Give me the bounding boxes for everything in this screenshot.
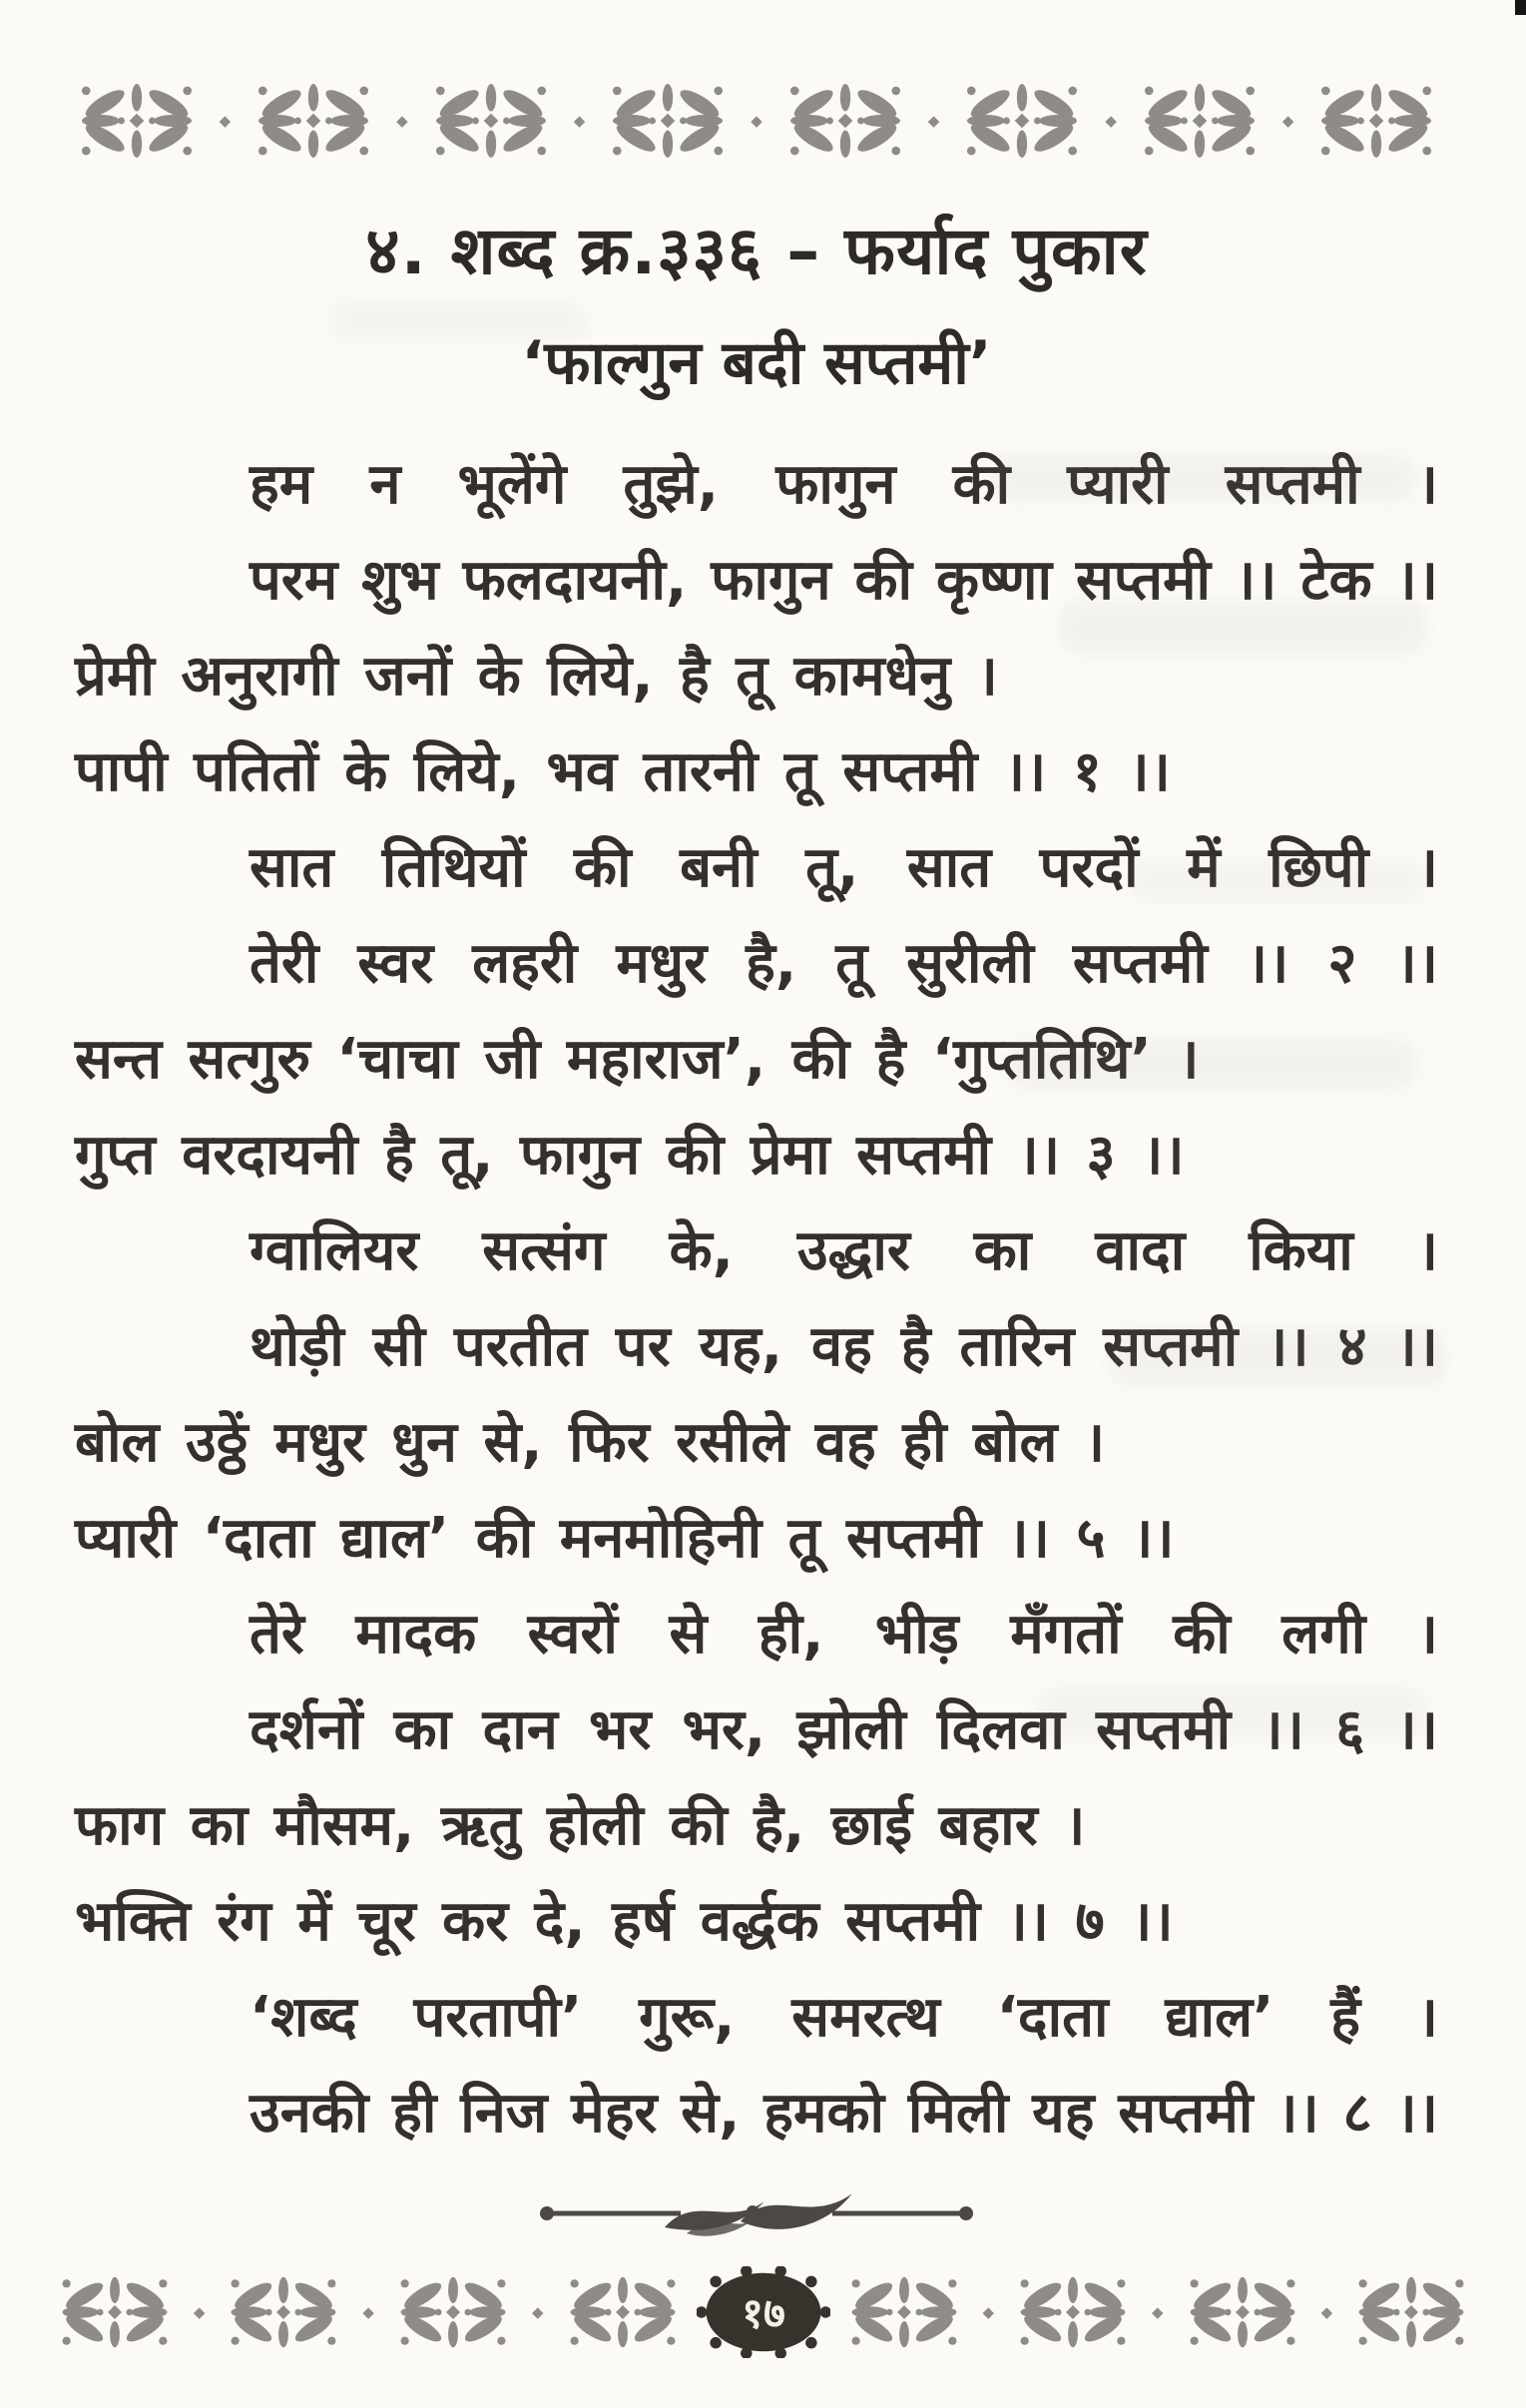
- page-subtitle: ‘फाल्गुन बदी सप्तमी’: [521, 328, 992, 398]
- verse-line: गुप्त वरदायनी है तू, फागुन की प्रेमा सप्तमी ।। ३ ।।: [75, 1123, 1185, 1188]
- flourish-divider-icon: [75, 2173, 1438, 2243]
- floral-ornament-icon: [1173, 2271, 1312, 2353]
- verse-line: थोड़ी सी परतीत पर यह, वह है तारिन सप्तमी ।। ४ ।।: [250, 1314, 1438, 1379]
- verse-line: प्रेमी अनुरागी जनों के लिये, है तू कामधेनु ।: [75, 644, 998, 709]
- diamond-separator-icon: ◆: [573, 111, 586, 130]
- diamond-separator-icon: ◆: [982, 2302, 995, 2321]
- floral-ornament-icon: [214, 2271, 353, 2353]
- floral-ornament-icon: [1302, 78, 1450, 164]
- verse-line: फाग का मौसम, ऋतु होली की है, छाई बहार ।: [75, 1793, 1086, 1858]
- verse-line: बोल उठ्ठें मधुर धुन से, फिर रसीले वह ही बोल ।: [75, 1410, 1106, 1475]
- diamond-separator-icon: ◆: [1281, 111, 1294, 130]
- verse-line: तेरे मादक स्वरों से ही, भीड़ मँगतों की लगी ।: [250, 1602, 1438, 1667]
- floral-ornament-icon: [771, 78, 919, 164]
- verse-block: [75, 437, 1438, 2162]
- diamond-separator-icon: ◆: [396, 111, 408, 130]
- diamond-separator-icon: ◆: [531, 2302, 544, 2321]
- floral-ornament-icon: [948, 78, 1096, 164]
- page-number-badge: [697, 2266, 830, 2358]
- floral-ornament-icon: [553, 2271, 693, 2353]
- page-title: ४. शब्द क्र.३३६ – फर्याद पुकार: [365, 213, 1148, 289]
- floral-ornament-icon: [834, 2271, 974, 2353]
- floral-ornament-icon: [1003, 2271, 1143, 2353]
- floral-ornament-icon: [45, 2271, 185, 2353]
- verse-line: दर्शनों का दान भर भर, झोली दिलवा सप्तमी ।। ६ ।।: [250, 1697, 1438, 1762]
- verse-line: ‘शब्द परतापी’ गुरू, समरत्थ ‘दाता द्याल’ हैं ।: [250, 1985, 1438, 2050]
- bottom-ornament-border: [0, 2266, 1526, 2358]
- diamond-separator-icon: ◆: [751, 111, 763, 130]
- floral-ornament-icon: [1126, 78, 1273, 164]
- verse-line: हम न भूलेंगे तुझे, फागुन की प्यारी सप्तमी ।: [250, 452, 1438, 517]
- diamond-separator-icon: ◆: [1320, 2302, 1333, 2321]
- diamond-separator-icon: ◆: [193, 2302, 206, 2321]
- verse-line: पापी पतितों के लिये, भव तारनी तू सप्तमी ।। १ ।।: [75, 739, 1171, 804]
- floral-ornament-icon: [417, 78, 565, 164]
- verse-line: सन्त सत्गुरु ‘चाचा जी महाराज’, की है ‘गुप्ततिथि’ ।: [75, 1027, 1200, 1092]
- diamond-separator-icon: ◆: [1152, 2302, 1164, 2321]
- diamond-separator-icon: ◆: [362, 2302, 374, 2321]
- verse-line: ग्वालियर सत्संग के, उद्धार का वादा किया ।: [250, 1218, 1438, 1283]
- page-number: १७: [741, 2288, 785, 2338]
- diamond-separator-icon: ◆: [219, 111, 232, 130]
- verse-line: उनकी ही निज मेहर से, हमको मिली यह सप्तमी ।। ८ ।।: [250, 2081, 1438, 2146]
- verse-line: सात तिथियों की बनी तू, सात परदों में छिपी ।: [250, 835, 1438, 900]
- scan-corner-mark: [1515, 0, 1526, 15]
- verse-line: तेरी स्वर लहरी मधुर है, तू सुरीली सप्तमी ।। २ ।।: [250, 931, 1438, 996]
- floral-ornament-icon: [240, 78, 387, 164]
- floral-ornament-icon: [594, 78, 742, 164]
- verse-line: प्यारी ‘दाता द्याल’ की मनमोहिनी तू सप्तमी ।। ५ ।।: [75, 1506, 1175, 1571]
- diamond-separator-icon: ◆: [927, 111, 940, 130]
- floral-ornament-icon: [1341, 2271, 1481, 2353]
- floral-ornament-icon: [63, 78, 211, 164]
- verse-line: परम शुभ फलदायनी, फागुन की कृष्णा सप्तमी ।। टेक ।।: [250, 548, 1438, 613]
- verse-line: भक्ति रंग में चूर कर दे, हर्ष वर्द्धक सप्तमी ।। ७ ।।: [75, 1889, 1174, 1954]
- diamond-separator-icon: ◆: [1105, 111, 1117, 130]
- floral-ornament-icon: [383, 2271, 523, 2353]
- top-ornament-border: [75, 78, 1438, 164]
